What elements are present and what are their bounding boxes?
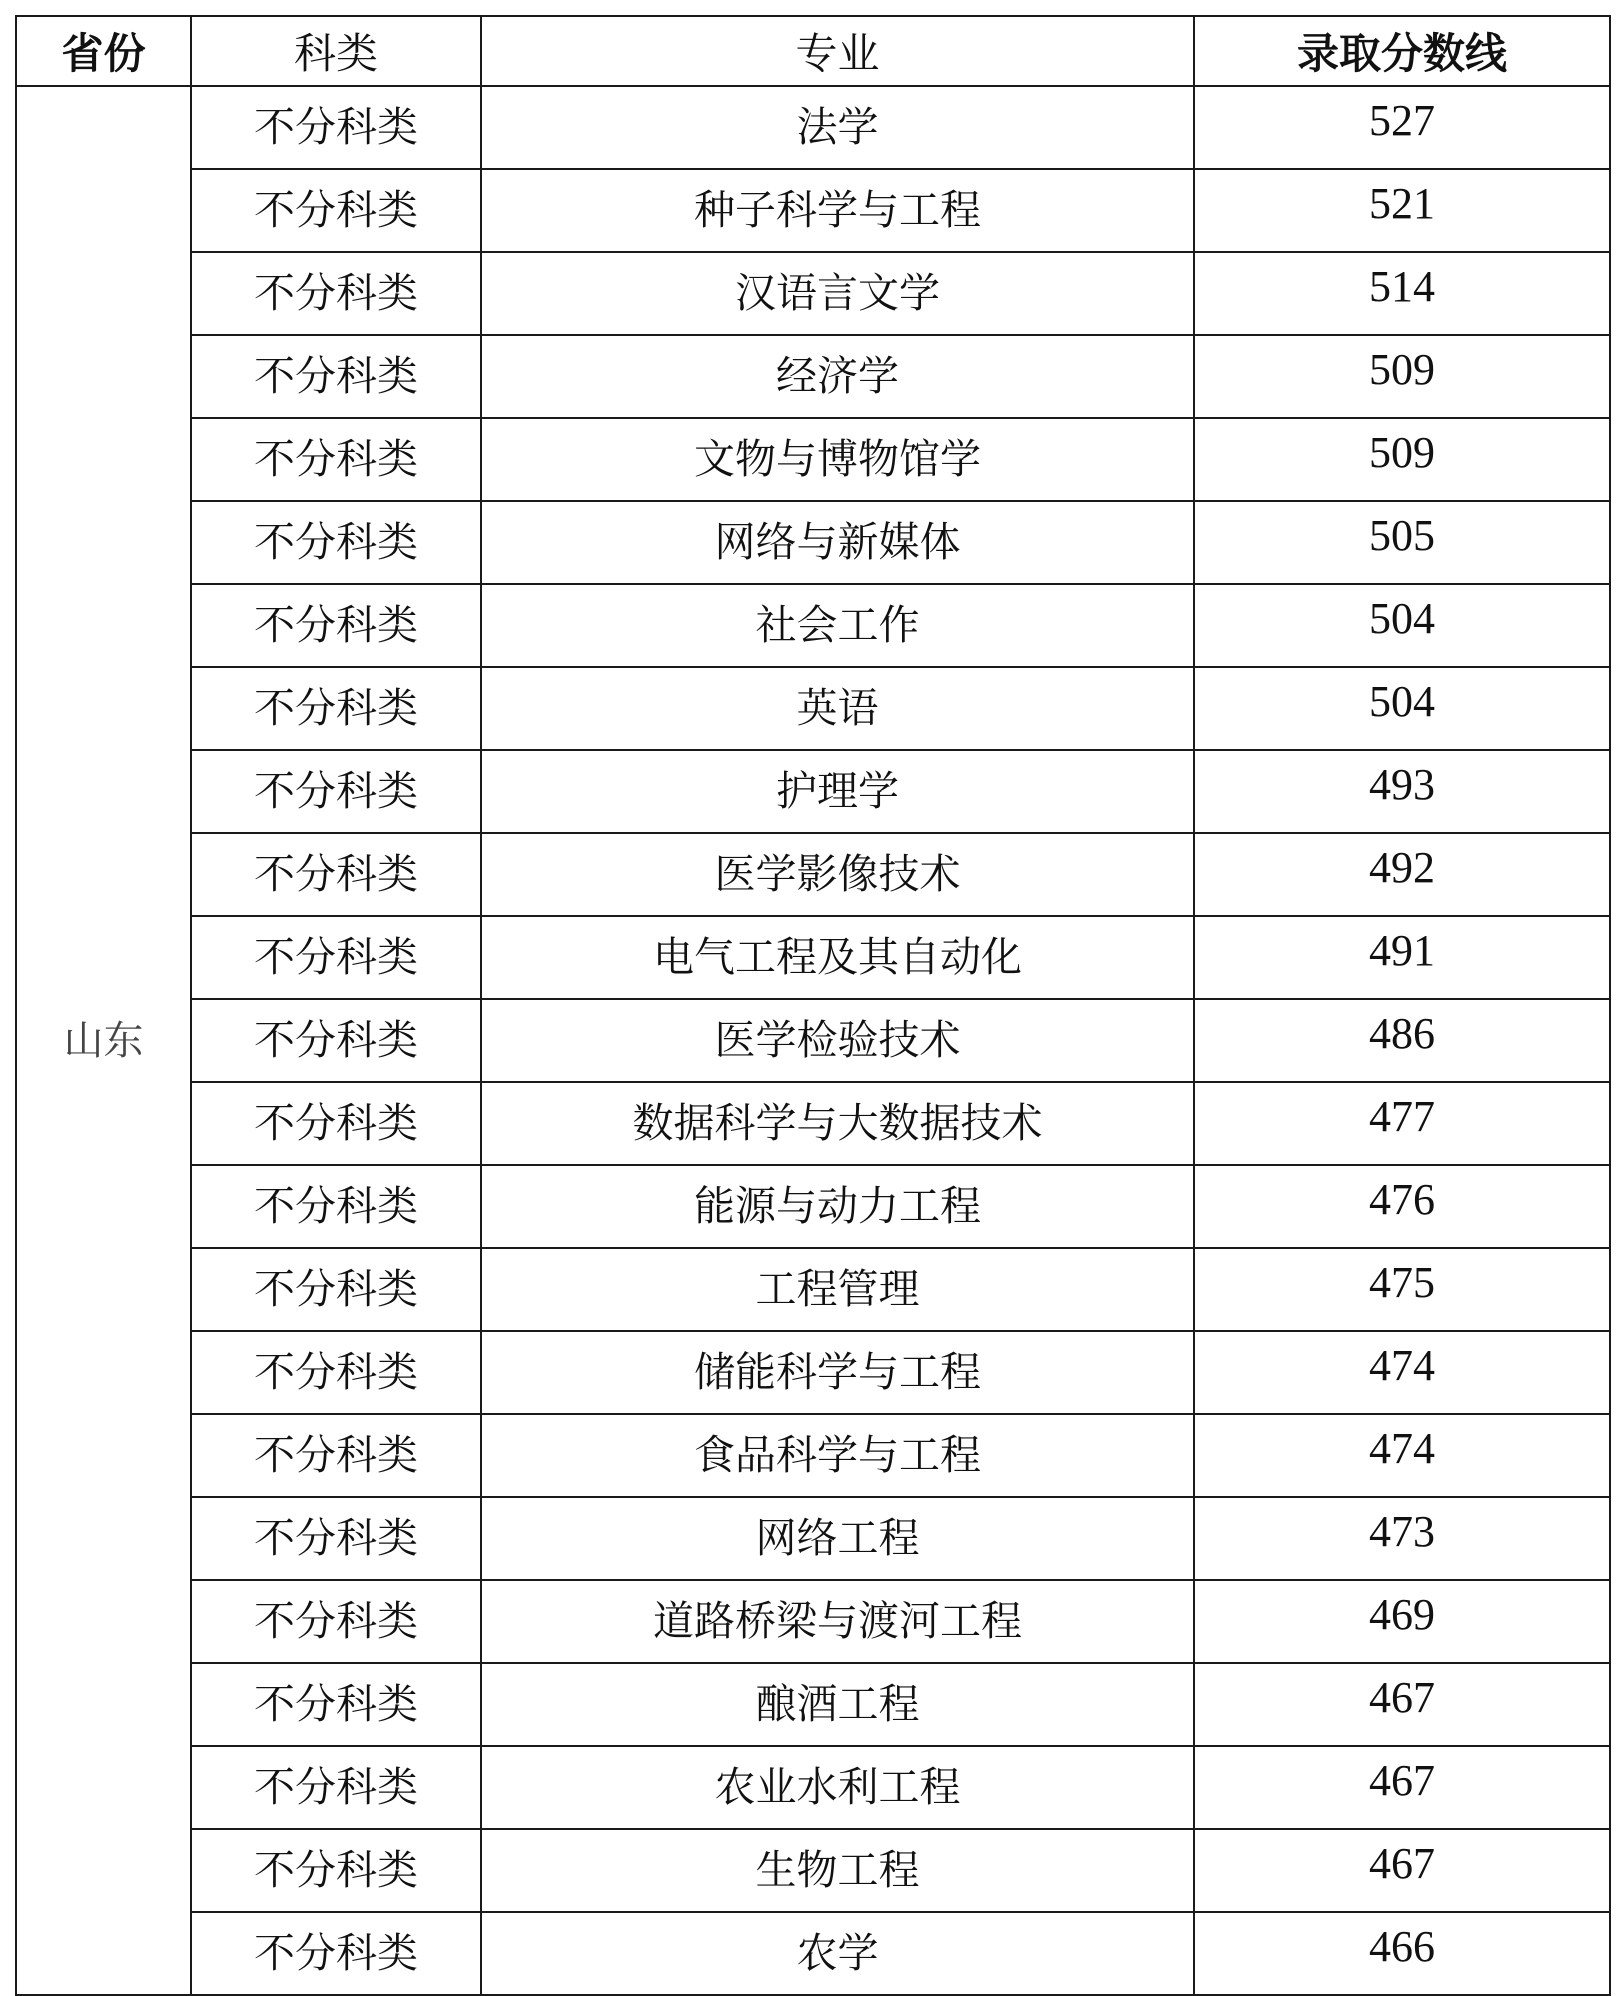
category-cell: 不分科类 <box>191 335 481 418</box>
table-row <box>16 86 1610 169</box>
category-cell: 不分科类 <box>191 916 481 999</box>
score-cell: 493 <box>1194 750 1610 833</box>
major-cell: 经济学 <box>481 335 1194 418</box>
major-cell: 医学影像技术 <box>481 833 1194 916</box>
table-row <box>16 1746 1610 1829</box>
table-row <box>16 1248 1610 1331</box>
category-cell: 不分科类 <box>191 750 481 833</box>
category-cell: 不分科类 <box>191 418 481 501</box>
category-cell: 不分科类 <box>191 169 481 252</box>
score-cell: 475 <box>1194 1248 1610 1331</box>
table-row <box>16 335 1610 418</box>
score-cell: 467 <box>1194 1663 1610 1746</box>
category-cell: 不分科类 <box>191 501 481 584</box>
major-cell: 种子科学与工程 <box>481 169 1194 252</box>
major-cell: 文物与博物馆学 <box>481 418 1194 501</box>
major-cell: 电气工程及其自动化 <box>481 916 1194 999</box>
category-cell: 不分科类 <box>191 1746 481 1829</box>
table-row <box>16 667 1610 750</box>
category-cell: 不分科类 <box>191 1912 481 1995</box>
table-row <box>16 252 1610 335</box>
score-cell: 509 <box>1194 335 1610 418</box>
table-row <box>16 1663 1610 1746</box>
table-row <box>16 501 1610 584</box>
category-cell: 不分科类 <box>191 584 481 667</box>
score-cell: 477 <box>1194 1082 1610 1165</box>
table-row <box>16 418 1610 501</box>
table-row <box>16 1331 1610 1414</box>
score-cell: 473 <box>1194 1497 1610 1580</box>
score-cell: 527 <box>1194 86 1610 169</box>
table-row <box>16 1497 1610 1580</box>
score-cell: 466 <box>1194 1912 1610 1995</box>
score-cell: 474 <box>1194 1331 1610 1414</box>
score-cell: 476 <box>1194 1165 1610 1248</box>
category-cell: 不分科类 <box>191 1497 481 1580</box>
score-cell: 486 <box>1194 999 1610 1082</box>
score-cell: 504 <box>1194 584 1610 667</box>
score-cell: 467 <box>1194 1829 1610 1912</box>
major-cell: 护理学 <box>481 750 1194 833</box>
major-cell: 法学 <box>481 86 1194 169</box>
category-cell: 不分科类 <box>191 1248 481 1331</box>
table-body <box>16 86 1610 1995</box>
table-row <box>16 584 1610 667</box>
score-cell: 504 <box>1194 667 1610 750</box>
major-cell: 汉语言文学 <box>481 252 1194 335</box>
score-cell: 505 <box>1194 501 1610 584</box>
major-cell: 工程管理 <box>481 1248 1194 1331</box>
major-cell: 生物工程 <box>481 1829 1194 1912</box>
category-cell: 不分科类 <box>191 667 481 750</box>
table-row <box>16 833 1610 916</box>
major-cell: 农学 <box>481 1912 1194 1995</box>
major-cell: 酿酒工程 <box>481 1663 1194 1746</box>
category-cell: 不分科类 <box>191 999 481 1082</box>
major-cell: 医学检验技术 <box>481 999 1194 1082</box>
major-cell: 能源与动力工程 <box>481 1165 1194 1248</box>
major-cell: 网络与新媒体 <box>481 501 1194 584</box>
score-cell: 514 <box>1194 252 1610 335</box>
header-row <box>16 16 1610 86</box>
category-cell: 不分科类 <box>191 1165 481 1248</box>
table-row <box>16 1082 1610 1165</box>
admission-score-table <box>15 15 1611 1996</box>
table-row <box>16 1580 1610 1663</box>
category-cell: 不分科类 <box>191 1082 481 1165</box>
table-row <box>16 999 1610 1082</box>
score-cell: 492 <box>1194 833 1610 916</box>
table-header <box>16 16 1610 86</box>
major-cell: 农业水利工程 <box>481 1746 1194 1829</box>
category-cell: 不分科类 <box>191 833 481 916</box>
major-cell: 数据科学与大数据技术 <box>481 1082 1194 1165</box>
header-major: 专业 <box>481 16 1194 86</box>
table-row <box>16 1829 1610 1912</box>
score-cell: 509 <box>1194 418 1610 501</box>
score-cell: 474 <box>1194 1414 1610 1497</box>
table-row <box>16 169 1610 252</box>
category-cell: 不分科类 <box>191 1663 481 1746</box>
category-cell: 不分科类 <box>191 1580 481 1663</box>
table-row <box>16 1912 1610 1995</box>
major-cell: 储能科学与工程 <box>481 1331 1194 1414</box>
category-cell: 不分科类 <box>191 86 481 169</box>
major-cell: 网络工程 <box>481 1497 1194 1580</box>
header-score: 录取分数线 <box>1194 16 1610 86</box>
table-row <box>16 1165 1610 1248</box>
major-cell: 社会工作 <box>481 584 1194 667</box>
header-province: 省份 <box>16 16 191 86</box>
header-category: 科类 <box>191 16 481 86</box>
category-cell: 不分科类 <box>191 1829 481 1912</box>
province-cell: 山东 <box>16 86 191 1995</box>
category-cell: 不分科类 <box>191 1414 481 1497</box>
score-cell: 469 <box>1194 1580 1610 1663</box>
score-cell: 467 <box>1194 1746 1610 1829</box>
table-row <box>16 916 1610 999</box>
score-cell: 521 <box>1194 169 1610 252</box>
major-cell: 食品科学与工程 <box>481 1414 1194 1497</box>
major-cell: 英语 <box>481 667 1194 750</box>
major-cell: 道路桥梁与渡河工程 <box>481 1580 1194 1663</box>
score-cell: 491 <box>1194 916 1610 999</box>
table-row <box>16 1414 1610 1497</box>
category-cell: 不分科类 <box>191 1331 481 1414</box>
table-row <box>16 750 1610 833</box>
category-cell: 不分科类 <box>191 252 481 335</box>
